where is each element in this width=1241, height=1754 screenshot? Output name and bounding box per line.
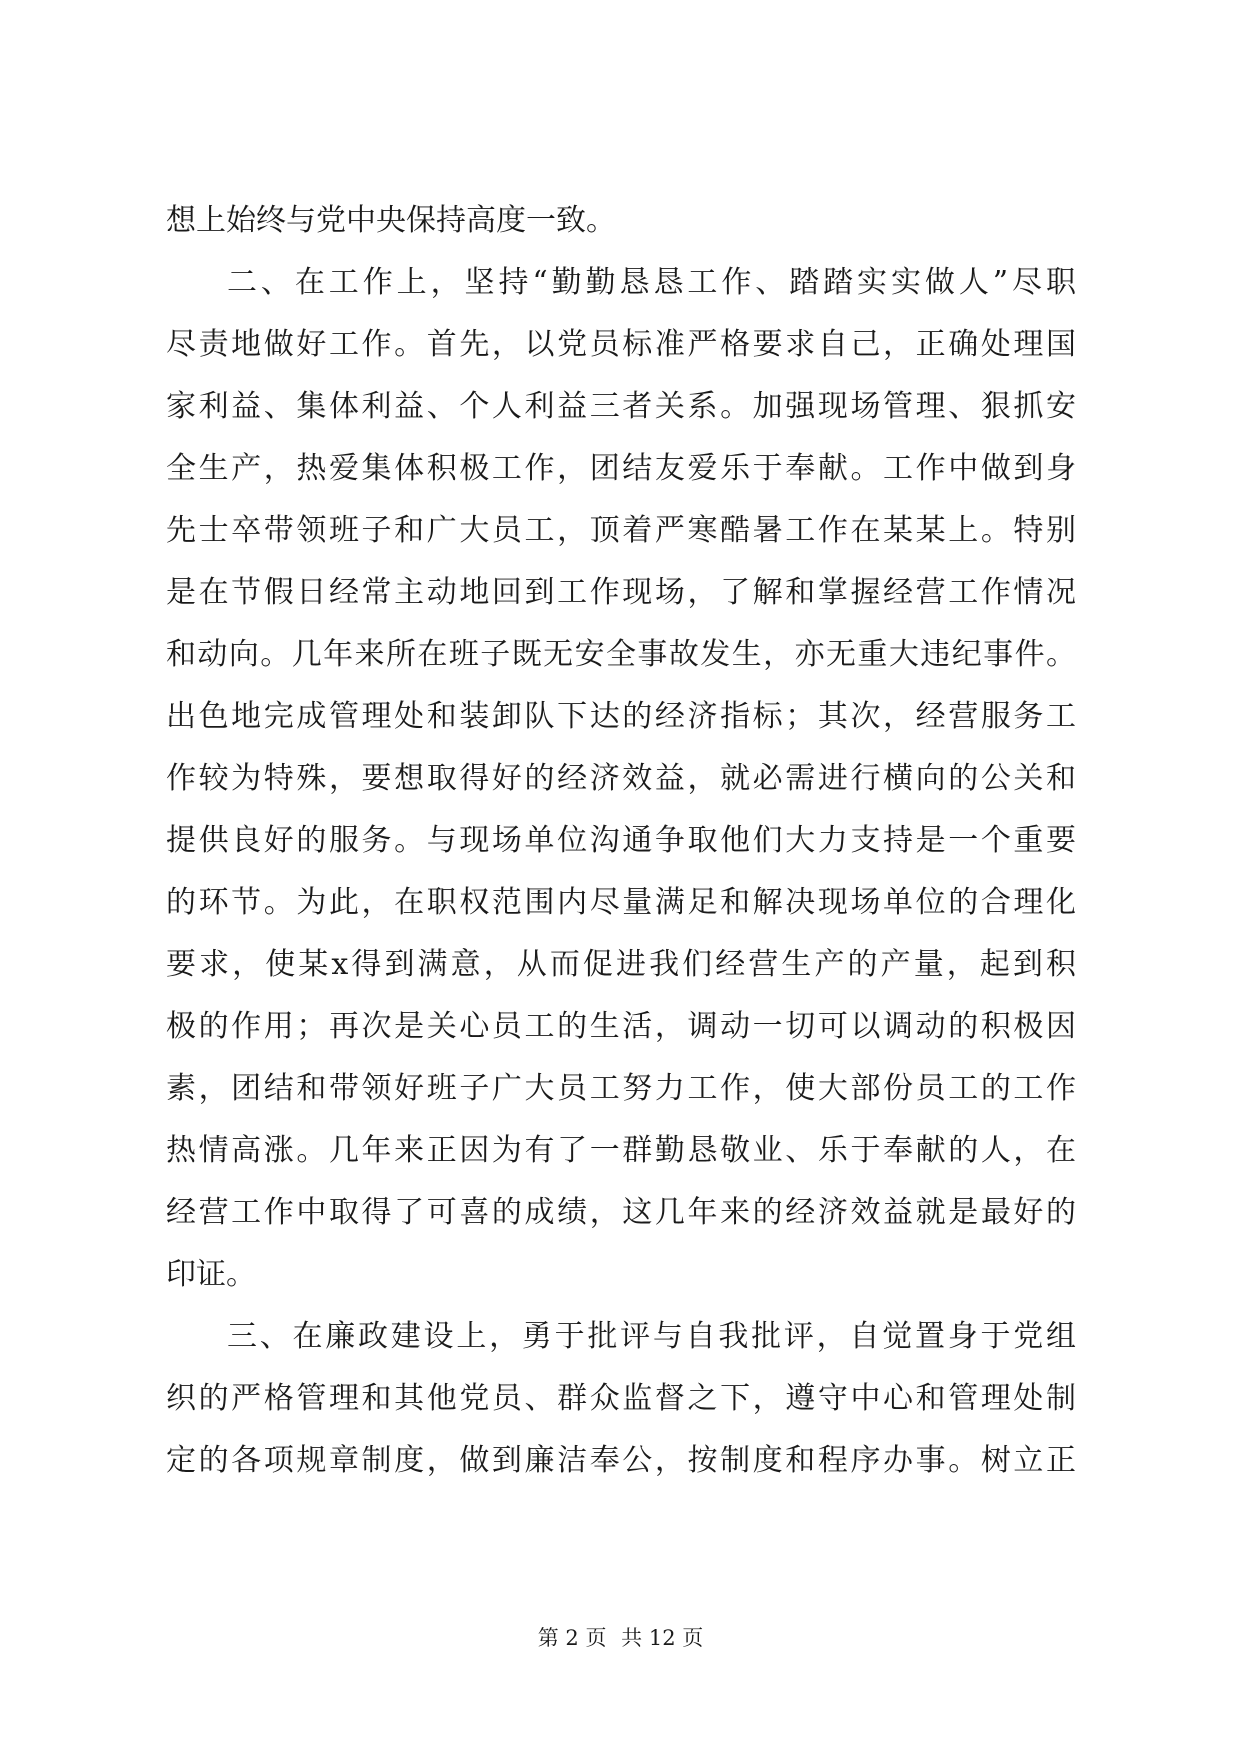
- page-number: 第 2 页: [537, 1626, 607, 1650]
- text-line: 二、在工作上，坚持“勤勤恳恳工作、踏踏实实做人”尽职: [227, 265, 1076, 300]
- text-line: 极的作用；再次是关心员工的生活，调动一切可以调动的积极因: [166, 1009, 1076, 1044]
- text-line: 印证。: [166, 1257, 256, 1292]
- text-line: 三、在廉政建设上，勇于批评与自我批评，自觉置身于党组: [227, 1319, 1076, 1354]
- text-line: 和动向。几年来所在班子既无安全事故发生，亦无重大违纪事件。: [166, 637, 1076, 672]
- text-line: 是在节假日经常主动地回到工作现场，了解和掌握经营工作情况: [166, 575, 1076, 610]
- text-line: 的环节。为此，在职权范围内尽量满足和解决现场单位的合理化: [166, 885, 1076, 920]
- text-line: 尽责地做好工作。首先，以党员标准严格要求自己，正确处理国: [166, 327, 1076, 362]
- text-line: 作较为特殊，要想取得好的经济效益，就必需进行横向的公关和: [166, 761, 1076, 796]
- text-line: 织的严格管理和其他党员、群众监督之下，遵守中心和管理处制: [166, 1381, 1076, 1416]
- text-line: 素，团结和带领好班子广大员工努力工作，使大部份员工的工作: [166, 1071, 1076, 1106]
- paragraph: [166, 203, 1076, 268]
- page-footer: [0, 1622, 1241, 1652]
- text-line: 要求，使某x得到满意，从而促进我们经营生产的产量，起到积: [166, 947, 1076, 982]
- text-line: 定的各项规章制度，做到廉洁奉公，按制度和程序办事。树立正: [166, 1443, 1076, 1478]
- text-line: 出色地完成管理处和装卸队下达的经济指标；其次，经营服务工: [166, 699, 1076, 734]
- text-line: 想上始终与党中央保持高度一致。: [166, 203, 616, 238]
- text-line: 提供良好的服务。与现场单位沟通争取他们大力支持是一个重要: [166, 823, 1076, 858]
- document-body: [166, 203, 1076, 1508]
- text-line: 家利益、集体利益、个人利益三者关系。加强现场管理、狠抓安: [166, 389, 1076, 424]
- page-total: 共 12 页: [621, 1626, 704, 1650]
- paragraph: [166, 1319, 1076, 1508]
- text-line: 先士卒带领班子和广大员工，顶着严寒酷暑工作在某某上。特别: [166, 513, 1076, 548]
- paragraph: [166, 265, 1076, 1322]
- text-line: 热情高涨。几年来正因为有了一群勤恳敬业、乐于奉献的人，在: [166, 1133, 1076, 1168]
- text-line: 经营工作中取得了可喜的成绩，这几年来的经济效益就是最好的: [166, 1195, 1076, 1230]
- text-line: 全生产，热爱集体积极工作，团结友爱乐于奉献。工作中做到身: [166, 451, 1076, 486]
